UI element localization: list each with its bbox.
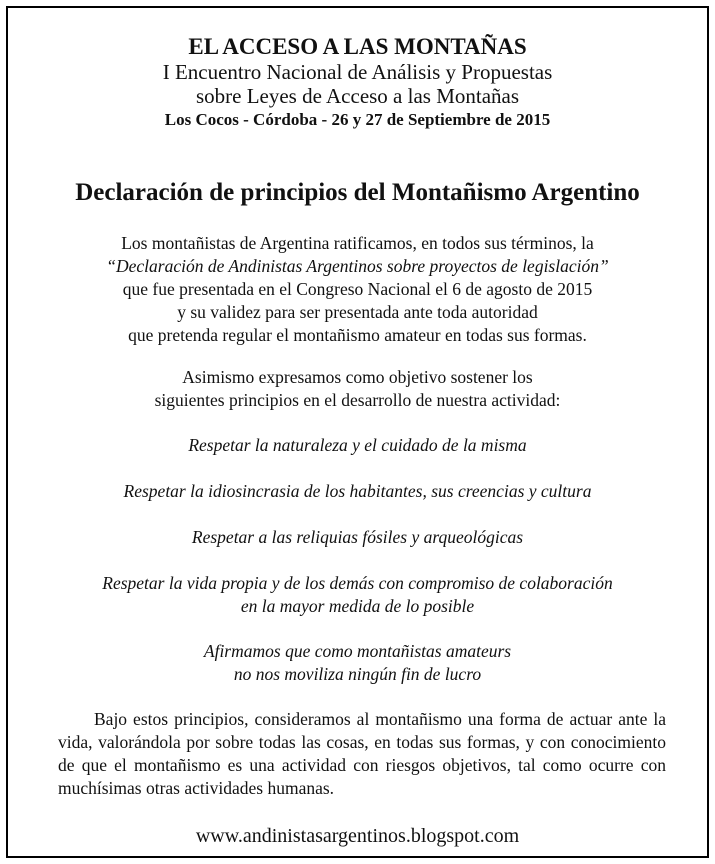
objective-paragraph — [8, 366, 707, 412]
blog-url: www.andinistasargentinos.blogspot.com — [195, 825, 520, 847]
objective-line: siguientes principios en el desarrollo de nuestra actividad: — [154, 390, 561, 410]
event-title: EL ACCESO A LAS MONTAÑAS — [188, 34, 527, 59]
principle-line: en la mayor medida de lo posible — [240, 596, 475, 616]
principle-line: Afirmamos que como montañistas amateurs — [203, 641, 512, 661]
principle-line: Respetar la idiosincrasia de los habitantes, sus creencias y cultura — [123, 481, 592, 501]
principle-inhabitants — [8, 480, 707, 503]
event-subtitle-line-1: I Encuentro Nacional de Análisis y Propuestas — [162, 60, 553, 84]
closing-paragraph: Bajo estos principios, consideramos al montañismo una forma de actuar ante la vida, valorándola por sobre todas las cosas, en todas sus formas, y con conocimiento de que el montañismo es una actividad con riesgos objetivos, tal como ocurre con muchísimas otras actividades humanas. — [58, 709, 666, 798]
principle-relics — [8, 526, 707, 549]
principle-line: Respetar a las reliquias fósiles y arqueológicas — [191, 527, 524, 547]
intro-paragraph — [8, 232, 707, 347]
intro-line-italic: “Declaración de Andinistas Argentinos sobre proyectos de legislación” — [106, 256, 609, 276]
declaration-title: Declaración de principios del Montañismo Argentino — [75, 179, 640, 206]
objective-line: Asimismo expresamos como objetivo sostener los — [182, 367, 533, 387]
event-subtitle-line-2: sobre Leyes de Acceso a las Montañas — [195, 84, 520, 108]
document-header — [8, 34, 707, 132]
principle-non-profit — [8, 640, 707, 686]
intro-line: que pretenda regular el montañismo amateur en todas sus formas. — [128, 325, 587, 345]
principle-line: Respetar la vida propia y de los demás con compromiso de colaboración — [102, 573, 613, 593]
principle-line: no nos moviliza ningún fin de lucro — [233, 664, 482, 684]
intro-line: Los montañistas de Argentina ratificamos, en todos sus términos, la — [121, 233, 594, 253]
principle-life — [8, 572, 707, 618]
document-frame — [6, 6, 709, 858]
intro-line: y su validez para ser presentada ante toda autoridad — [177, 302, 538, 322]
intro-line: que fue presentada en el Congreso Nacional el 6 de agosto de 2015 — [122, 279, 593, 299]
principle-line: Respetar la naturaleza y el cuidado de la misma — [188, 435, 527, 455]
event-place-date: Los Cocos - Córdoba - 26 y 27 de Septiembre de 2015 — [164, 110, 551, 129]
principle-nature — [8, 434, 707, 457]
